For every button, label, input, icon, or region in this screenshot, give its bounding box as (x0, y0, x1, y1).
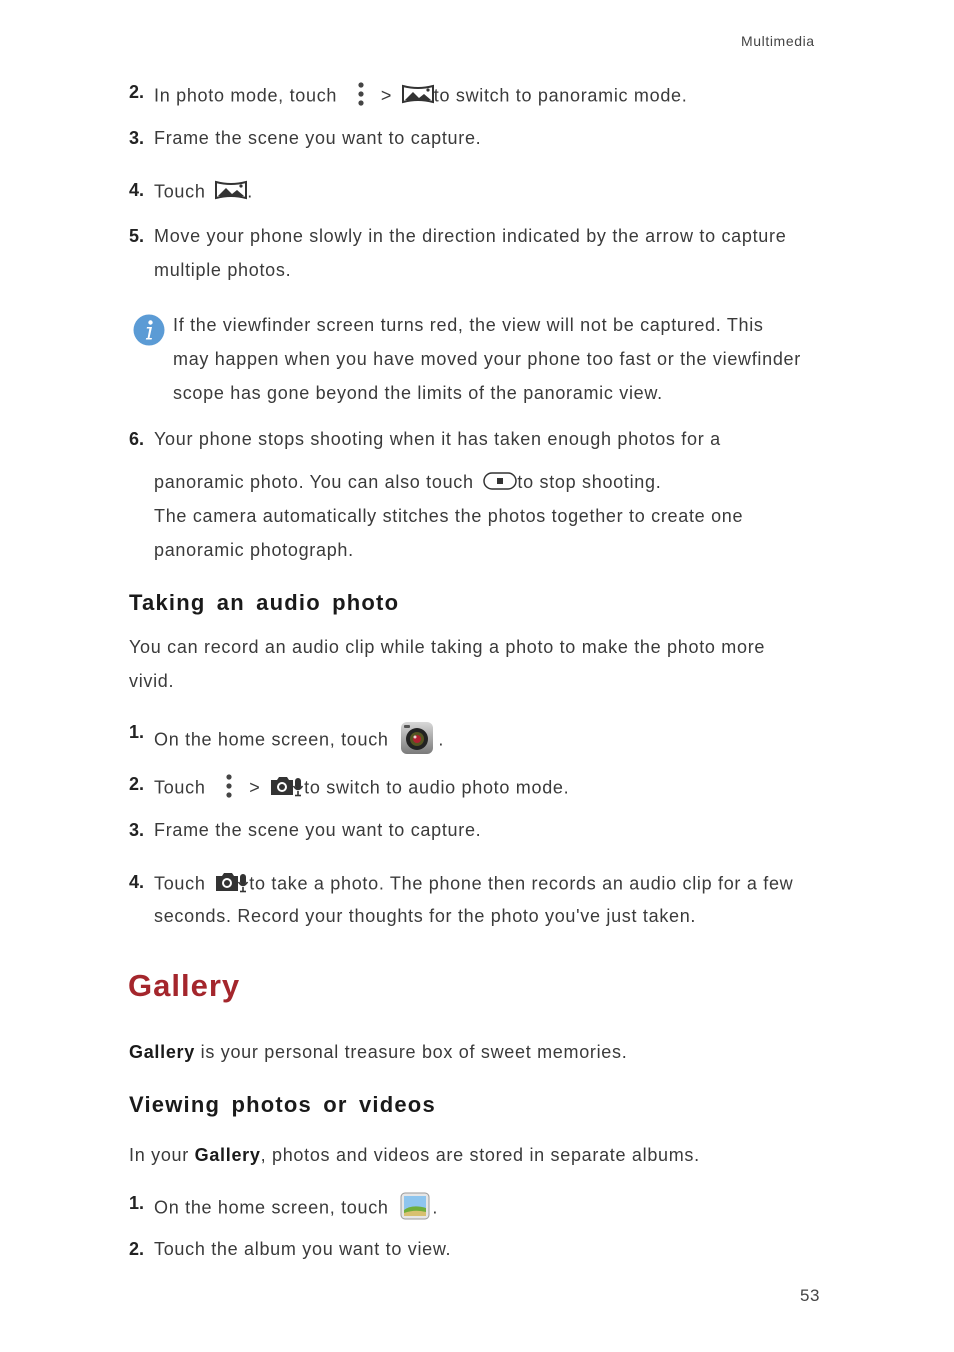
note-text: scope has gone beyond the limits of the panoramic view. (173, 383, 663, 403)
step-text: Your phone stops shooting when it has taken enough photos for a (154, 429, 721, 449)
step-text-cont: panoramic photo. You can also touch to stop shooting. (154, 471, 661, 495)
section-heading: Taking an audio photo (129, 590, 400, 615)
audio-photo-mode-icon (270, 775, 304, 802)
paragraph: You can record an audio clip while taking a photo to make the photo more (129, 637, 766, 657)
panorama-shutter-icon (215, 179, 247, 206)
paragraph: vivid. (129, 671, 175, 691)
step-number: 3. (129, 820, 145, 840)
menu-icon (225, 773, 233, 804)
running-header: Multimedia (741, 33, 815, 49)
step-number: 2. (129, 1239, 145, 1259)
step-number: 1. (129, 1193, 145, 1213)
stop-button-icon (483, 472, 517, 495)
note-text: If the viewfinder screen turns red, the view will not be captured. This (173, 315, 764, 335)
step-text: Touch > to switch to audio photo mode. (154, 773, 569, 804)
step-text: Frame the scene you want to capture. (154, 820, 482, 840)
step-number: 2. (129, 774, 145, 794)
gallery-term: Gallery (129, 1042, 195, 1062)
step-text: On the home screen, touch . (154, 1192, 438, 1225)
audio-photo-shutter-icon (215, 871, 249, 898)
step-text: In photo mode, touch > to switch to panoramic mode. (154, 81, 687, 112)
menu-icon (357, 81, 365, 112)
step-text: Move your phone slowly in the direction indicated by the arrow to capture (154, 226, 787, 246)
step-text: Touch the album you want to view. (154, 1239, 452, 1259)
step-number: 3. (129, 128, 145, 148)
step-number: 2. (129, 82, 145, 102)
step-number: 1. (129, 722, 145, 742)
step-text: Frame the scene you want to capture. (154, 128, 482, 148)
step-text: On the home screen, touch . (154, 721, 444, 760)
gallery-app-icon (400, 1192, 430, 1225)
paragraph: Gallery is your personal treasure box of sweet memories. (129, 1042, 628, 1062)
step-text: Touch to take a photo. The phone then records an audio clip for a few (154, 871, 793, 898)
step-text-cont: seconds. Record your thoughts for the photo you've just taken. (154, 906, 697, 926)
step-number: 6. (129, 429, 145, 449)
step-text-cont: panoramic photograph. (154, 540, 354, 560)
note-text: may happen when you have moved your phone too fast or the viewfinder (173, 349, 801, 369)
step-number: 4. (129, 180, 145, 200)
step-number: 4. (129, 872, 145, 892)
info-icon (133, 314, 165, 351)
step-number: 5. (129, 226, 145, 246)
step-text: Touch . (154, 179, 253, 206)
chapter-heading: Gallery (128, 968, 241, 1003)
section-heading: Viewing photos or videos (129, 1092, 436, 1117)
panorama-mode-icon (402, 83, 434, 110)
camera-app-icon (400, 721, 434, 760)
paragraph: In your Gallery, photos and videos are stored in separate albums. (129, 1145, 700, 1165)
step-text-cont: multiple photos. (154, 260, 292, 280)
step-text-cont: The camera automatically stitches the photos together to create one (154, 506, 744, 526)
gallery-term: Gallery (194, 1145, 261, 1165)
page-number: 53 (800, 1286, 820, 1305)
